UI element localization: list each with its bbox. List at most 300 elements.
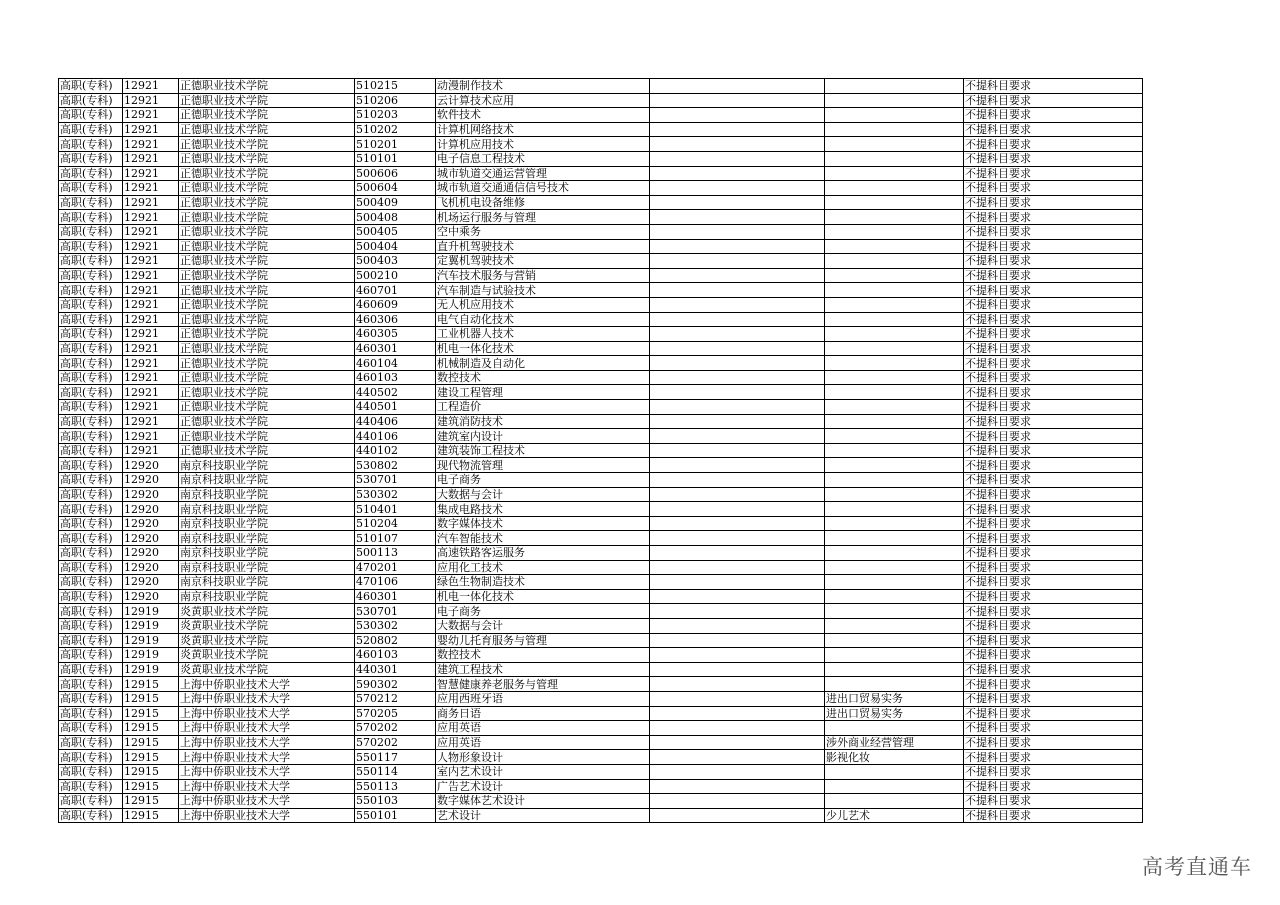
table-row (59, 254, 1143, 269)
note-cell (650, 706, 825, 721)
major-code-cell: 440406 (355, 414, 436, 429)
note-cell (650, 589, 825, 604)
major-code-cell: 500403 (355, 254, 436, 269)
major-name-cell: 室内艺术设计 (436, 764, 650, 779)
school-name-cell: 炎黄职业技术学院 (179, 604, 355, 619)
major-code-cell: 500404 (355, 239, 436, 254)
major-name-cell: 电子商务 (436, 473, 650, 488)
major-code-cell: 570202 (355, 721, 436, 736)
major-name-cell: 广告艺术设计 (436, 779, 650, 794)
subject-requirement-cell: 不提科目要求 (964, 633, 1143, 648)
major-code-cell: 570205 (355, 706, 436, 721)
level-cell: 高职(专科) (59, 706, 123, 721)
direction-cell (825, 648, 964, 663)
major-code-cell: 470106 (355, 575, 436, 590)
direction-cell (825, 487, 964, 502)
school-name-cell: 正德职业技术学院 (179, 181, 355, 196)
enrollment-table (58, 78, 1143, 823)
school-code-cell: 12920 (123, 575, 179, 590)
note-cell (650, 341, 825, 356)
school-name-cell: 炎黄职业技术学院 (179, 633, 355, 648)
direction-cell (825, 224, 964, 239)
school-code-cell: 12921 (123, 414, 179, 429)
major-code-cell: 500604 (355, 181, 436, 196)
major-name-cell: 机场运行服务与管理 (436, 210, 650, 225)
level-cell: 高职(专科) (59, 268, 123, 283)
subject-requirement-cell: 不提科目要求 (964, 560, 1143, 575)
school-name-cell: 南京科技职业学院 (179, 560, 355, 575)
school-name-cell: 正德职业技术学院 (179, 283, 355, 298)
level-cell: 高职(专科) (59, 297, 123, 312)
table-row (59, 473, 1143, 488)
level-cell: 高职(专科) (59, 370, 123, 385)
level-cell: 高职(专科) (59, 79, 123, 94)
note-cell (650, 239, 825, 254)
subject-requirement-cell: 不提科目要求 (964, 370, 1143, 385)
table-row (59, 706, 1143, 721)
level-cell: 高职(专科) (59, 327, 123, 342)
table-row (59, 166, 1143, 181)
note-cell (650, 648, 825, 663)
direction-cell (825, 122, 964, 137)
school-name-cell: 正德职业技术学院 (179, 297, 355, 312)
direction-cell (825, 166, 964, 181)
major-name-cell: 机电一体化技术 (436, 341, 650, 356)
school-name-cell: 南京科技职业学院 (179, 502, 355, 517)
table-row (59, 239, 1143, 254)
school-code-cell: 12915 (123, 808, 179, 823)
direction-cell (825, 531, 964, 546)
note-cell (650, 327, 825, 342)
subject-requirement-cell: 不提科目要求 (964, 575, 1143, 590)
direction-cell (825, 779, 964, 794)
subject-requirement-cell: 不提科目要求 (964, 516, 1143, 531)
school-code-cell: 12921 (123, 254, 179, 269)
direction-cell (825, 239, 964, 254)
major-name-cell: 建筑装饰工程技术 (436, 443, 650, 458)
note-cell (650, 691, 825, 706)
subject-requirement-cell: 不提科目要求 (964, 750, 1143, 765)
school-name-cell: 正德职业技术学院 (179, 166, 355, 181)
note-cell (650, 487, 825, 502)
major-name-cell: 数控技术 (436, 370, 650, 385)
school-code-cell: 12921 (123, 268, 179, 283)
table-row (59, 677, 1143, 692)
school-code-cell: 12919 (123, 648, 179, 663)
table-row (59, 341, 1143, 356)
table-row (59, 224, 1143, 239)
major-name-cell: 直升机驾驶技术 (436, 239, 650, 254)
school-name-cell: 正德职业技术学院 (179, 443, 355, 458)
school-code-cell: 12921 (123, 341, 179, 356)
table-row (59, 794, 1143, 809)
table-row (59, 604, 1143, 619)
table-row (59, 370, 1143, 385)
major-code-cell: 510101 (355, 151, 436, 166)
subject-requirement-cell: 不提科目要求 (964, 473, 1143, 488)
school-code-cell: 12919 (123, 604, 179, 619)
level-cell: 高职(专科) (59, 254, 123, 269)
school-code-cell: 12921 (123, 195, 179, 210)
major-name-cell: 应用化工技术 (436, 560, 650, 575)
note-cell (650, 429, 825, 444)
level-cell: 高职(专科) (59, 210, 123, 225)
level-cell: 高职(专科) (59, 93, 123, 108)
note-cell (650, 473, 825, 488)
major-name-cell: 建筑工程技术 (436, 662, 650, 677)
table-row (59, 327, 1143, 342)
subject-requirement-cell: 不提科目要求 (964, 341, 1143, 356)
school-code-cell: 12915 (123, 691, 179, 706)
major-name-cell: 工业机器人技术 (436, 327, 650, 342)
school-name-cell: 上海中侨职业技术大学 (179, 691, 355, 706)
subject-requirement-cell: 不提科目要求 (964, 764, 1143, 779)
direction-cell (825, 370, 964, 385)
level-cell: 高职(专科) (59, 239, 123, 254)
major-name-cell: 软件技术 (436, 108, 650, 123)
table-row (59, 721, 1143, 736)
note-cell (650, 458, 825, 473)
table-row (59, 779, 1143, 794)
major-code-cell: 500409 (355, 195, 436, 210)
level-cell: 高职(专科) (59, 808, 123, 823)
note-cell (650, 443, 825, 458)
direction-cell (825, 662, 964, 677)
level-cell: 高职(专科) (59, 414, 123, 429)
direction-cell: 进出口贸易实务 (825, 691, 964, 706)
major-code-cell: 440502 (355, 385, 436, 400)
major-code-cell: 530302 (355, 487, 436, 502)
school-name-cell: 正德职业技术学院 (179, 327, 355, 342)
major-code-cell: 520802 (355, 633, 436, 648)
note-cell (650, 195, 825, 210)
direction-cell (825, 385, 964, 400)
major-name-cell: 城市轨道交通通信信号技术 (436, 181, 650, 196)
direction-cell (825, 297, 964, 312)
school-name-cell: 正德职业技术学院 (179, 268, 355, 283)
table-row (59, 356, 1143, 371)
table-row (59, 502, 1143, 517)
level-cell: 高职(专科) (59, 312, 123, 327)
school-code-cell: 12921 (123, 181, 179, 196)
major-name-cell: 建筑室内设计 (436, 429, 650, 444)
subject-requirement-cell: 不提科目要求 (964, 268, 1143, 283)
direction-cell (825, 458, 964, 473)
school-code-cell: 12921 (123, 224, 179, 239)
major-code-cell: 500405 (355, 224, 436, 239)
subject-requirement-cell: 不提科目要求 (964, 706, 1143, 721)
major-name-cell: 无人机应用技术 (436, 297, 650, 312)
note-cell (650, 181, 825, 196)
major-code-cell: 550103 (355, 794, 436, 809)
direction-cell (825, 79, 964, 94)
school-code-cell: 12921 (123, 297, 179, 312)
school-name-cell: 正德职业技术学院 (179, 122, 355, 137)
table-row (59, 750, 1143, 765)
table-row (59, 385, 1143, 400)
direction-cell (825, 151, 964, 166)
direction-cell (825, 764, 964, 779)
school-code-cell: 12919 (123, 662, 179, 677)
major-code-cell: 460103 (355, 648, 436, 663)
note-cell (650, 297, 825, 312)
note-cell (650, 122, 825, 137)
major-code-cell: 510201 (355, 137, 436, 152)
major-name-cell: 机械制造及自动化 (436, 356, 650, 371)
major-name-cell: 数控技术 (436, 648, 650, 663)
subject-requirement-cell: 不提科目要求 (964, 589, 1143, 604)
note-cell (650, 502, 825, 517)
table-row (59, 108, 1143, 123)
level-cell: 高职(专科) (59, 385, 123, 400)
subject-requirement-cell: 不提科目要求 (964, 297, 1143, 312)
school-name-cell: 上海中侨职业技术大学 (179, 764, 355, 779)
major-code-cell: 460301 (355, 589, 436, 604)
direction-cell (825, 400, 964, 415)
direction-cell (825, 195, 964, 210)
level-cell: 高职(专科) (59, 662, 123, 677)
direction-cell (825, 356, 964, 371)
major-code-cell: 550101 (355, 808, 436, 823)
school-code-cell: 12921 (123, 239, 179, 254)
school-code-cell: 12921 (123, 210, 179, 225)
table-row (59, 93, 1143, 108)
school-name-cell: 上海中侨职业技术大学 (179, 750, 355, 765)
school-name-cell: 南京科技职业学院 (179, 546, 355, 561)
school-name-cell: 正德职业技术学院 (179, 254, 355, 269)
direction-cell (825, 429, 964, 444)
note-cell (650, 137, 825, 152)
school-code-cell: 12921 (123, 385, 179, 400)
level-cell: 高职(专科) (59, 589, 123, 604)
school-name-cell: 正德职业技术学院 (179, 224, 355, 239)
subject-requirement-cell: 不提科目要求 (964, 794, 1143, 809)
major-name-cell: 定翼机驾驶技术 (436, 254, 650, 269)
subject-requirement-cell: 不提科目要求 (964, 356, 1143, 371)
level-cell: 高职(专科) (59, 604, 123, 619)
level-cell: 高职(专科) (59, 224, 123, 239)
note-cell (650, 750, 825, 765)
subject-requirement-cell: 不提科目要求 (964, 254, 1143, 269)
major-code-cell: 530701 (355, 604, 436, 619)
direction-cell (825, 108, 964, 123)
major-name-cell: 机电一体化技术 (436, 589, 650, 604)
subject-requirement-cell: 不提科目要求 (964, 779, 1143, 794)
school-code-cell: 12921 (123, 370, 179, 385)
major-name-cell: 艺术设计 (436, 808, 650, 823)
major-name-cell: 建设工程管理 (436, 385, 650, 400)
note-cell (650, 794, 825, 809)
direction-cell (825, 560, 964, 575)
note-cell (650, 370, 825, 385)
note-cell (650, 254, 825, 269)
direction-cell (825, 414, 964, 429)
school-name-cell: 南京科技职业学院 (179, 575, 355, 590)
table-body (59, 79, 1143, 823)
note-cell (650, 721, 825, 736)
major-code-cell: 510401 (355, 502, 436, 517)
subject-requirement-cell: 不提科目要求 (964, 618, 1143, 633)
table-row (59, 662, 1143, 677)
direction-cell (825, 502, 964, 517)
subject-requirement-cell: 不提科目要求 (964, 327, 1143, 342)
major-name-cell: 人物形象设计 (436, 750, 650, 765)
subject-requirement-cell: 不提科目要求 (964, 79, 1143, 94)
level-cell: 高职(专科) (59, 560, 123, 575)
subject-requirement-cell: 不提科目要求 (964, 487, 1143, 502)
direction-cell (825, 210, 964, 225)
table-row (59, 618, 1143, 633)
note-cell (650, 151, 825, 166)
major-code-cell: 440102 (355, 443, 436, 458)
note-cell (650, 560, 825, 575)
table-row (59, 531, 1143, 546)
major-code-cell: 500210 (355, 268, 436, 283)
subject-requirement-cell: 不提科目要求 (964, 604, 1143, 619)
level-cell: 高职(专科) (59, 516, 123, 531)
table-row (59, 312, 1143, 327)
major-code-cell: 550114 (355, 764, 436, 779)
table-row (59, 575, 1143, 590)
school-name-cell: 南京科技职业学院 (179, 473, 355, 488)
direction-cell (825, 546, 964, 561)
level-cell: 高职(专科) (59, 721, 123, 736)
school-name-cell: 炎黄职业技术学院 (179, 618, 355, 633)
level-cell: 高职(专科) (59, 458, 123, 473)
note-cell (650, 268, 825, 283)
major-name-cell: 云计算技术应用 (436, 93, 650, 108)
direction-cell (825, 604, 964, 619)
level-cell: 高职(专科) (59, 429, 123, 444)
note-cell (650, 356, 825, 371)
level-cell: 高职(专科) (59, 356, 123, 371)
school-name-cell: 炎黄职业技术学院 (179, 648, 355, 663)
major-code-cell: 570202 (355, 735, 436, 750)
school-code-cell: 12920 (123, 531, 179, 546)
table-row (59, 122, 1143, 137)
level-cell: 高职(专科) (59, 195, 123, 210)
table-row (59, 735, 1143, 750)
subject-requirement-cell: 不提科目要求 (964, 224, 1143, 239)
note-cell (650, 312, 825, 327)
school-code-cell: 12921 (123, 283, 179, 298)
school-name-cell: 上海中侨职业技术大学 (179, 779, 355, 794)
table-row (59, 268, 1143, 283)
major-name-cell: 电气自动化技术 (436, 312, 650, 327)
major-code-cell: 460609 (355, 297, 436, 312)
major-name-cell: 商务日语 (436, 706, 650, 721)
note-cell (650, 735, 825, 750)
note-cell (650, 93, 825, 108)
major-name-cell: 应用英语 (436, 735, 650, 750)
school-code-cell: 12915 (123, 750, 179, 765)
school-code-cell: 12921 (123, 400, 179, 415)
school-name-cell: 南京科技职业学院 (179, 458, 355, 473)
major-name-cell: 空中乘务 (436, 224, 650, 239)
direction-cell (825, 473, 964, 488)
level-cell: 高职(专科) (59, 122, 123, 137)
major-code-cell: 460103 (355, 370, 436, 385)
school-name-cell: 南京科技职业学院 (179, 516, 355, 531)
level-cell: 高职(专科) (59, 633, 123, 648)
note-cell (650, 677, 825, 692)
level-cell: 高职(专科) (59, 166, 123, 181)
table-row (59, 79, 1143, 94)
level-cell: 高职(专科) (59, 473, 123, 488)
school-name-cell: 正德职业技术学院 (179, 93, 355, 108)
table-row (59, 429, 1143, 444)
school-name-cell: 正德职业技术学院 (179, 370, 355, 385)
major-name-cell: 汽车技术服务与营销 (436, 268, 650, 283)
level-cell: 高职(专科) (59, 618, 123, 633)
school-code-cell: 12920 (123, 502, 179, 517)
school-name-cell: 上海中侨职业技术大学 (179, 735, 355, 750)
direction-cell (825, 633, 964, 648)
school-code-cell: 12915 (123, 764, 179, 779)
table-row (59, 443, 1143, 458)
major-code-cell: 460104 (355, 356, 436, 371)
major-code-cell: 550113 (355, 779, 436, 794)
major-code-cell: 500113 (355, 546, 436, 561)
school-name-cell: 正德职业技术学院 (179, 356, 355, 371)
note-cell (650, 575, 825, 590)
subject-requirement-cell: 不提科目要求 (964, 677, 1143, 692)
table-row (59, 400, 1143, 415)
school-name-cell: 上海中侨职业技术大学 (179, 677, 355, 692)
subject-requirement-cell: 不提科目要求 (964, 312, 1143, 327)
school-code-cell: 12921 (123, 166, 179, 181)
direction-cell (825, 137, 964, 152)
subject-requirement-cell: 不提科目要求 (964, 808, 1143, 823)
school-code-cell: 12921 (123, 137, 179, 152)
major-name-cell: 大数据与会计 (436, 487, 650, 502)
major-name-cell: 计算机应用技术 (436, 137, 650, 152)
major-code-cell: 510206 (355, 93, 436, 108)
note-cell (650, 546, 825, 561)
school-code-cell: 12921 (123, 79, 179, 94)
direction-cell (825, 254, 964, 269)
table-row (59, 589, 1143, 604)
table-row (59, 487, 1143, 502)
school-name-cell: 正德职业技术学院 (179, 239, 355, 254)
school-name-cell: 正德职业技术学院 (179, 400, 355, 415)
school-name-cell: 正德职业技术学院 (179, 210, 355, 225)
table-row (59, 546, 1143, 561)
school-code-cell: 12920 (123, 560, 179, 575)
school-code-cell: 12915 (123, 779, 179, 794)
level-cell: 高职(专科) (59, 487, 123, 502)
direction-cell (825, 443, 964, 458)
school-code-cell: 12921 (123, 108, 179, 123)
major-name-cell: 电子商务 (436, 604, 650, 619)
direction-cell: 影视化妆 (825, 750, 964, 765)
subject-requirement-cell: 不提科目要求 (964, 210, 1143, 225)
major-code-cell: 530302 (355, 618, 436, 633)
school-code-cell: 12921 (123, 327, 179, 342)
school-code-cell: 12920 (123, 589, 179, 604)
major-code-cell: 500606 (355, 166, 436, 181)
note-cell (650, 283, 825, 298)
major-code-cell: 440106 (355, 429, 436, 444)
major-code-cell: 460305 (355, 327, 436, 342)
table-row (59, 516, 1143, 531)
direction-cell (825, 794, 964, 809)
direction-cell (825, 589, 964, 604)
table-row (59, 210, 1143, 225)
note-cell (650, 604, 825, 619)
major-name-cell: 高速铁路客运服务 (436, 546, 650, 561)
table-row (59, 414, 1143, 429)
